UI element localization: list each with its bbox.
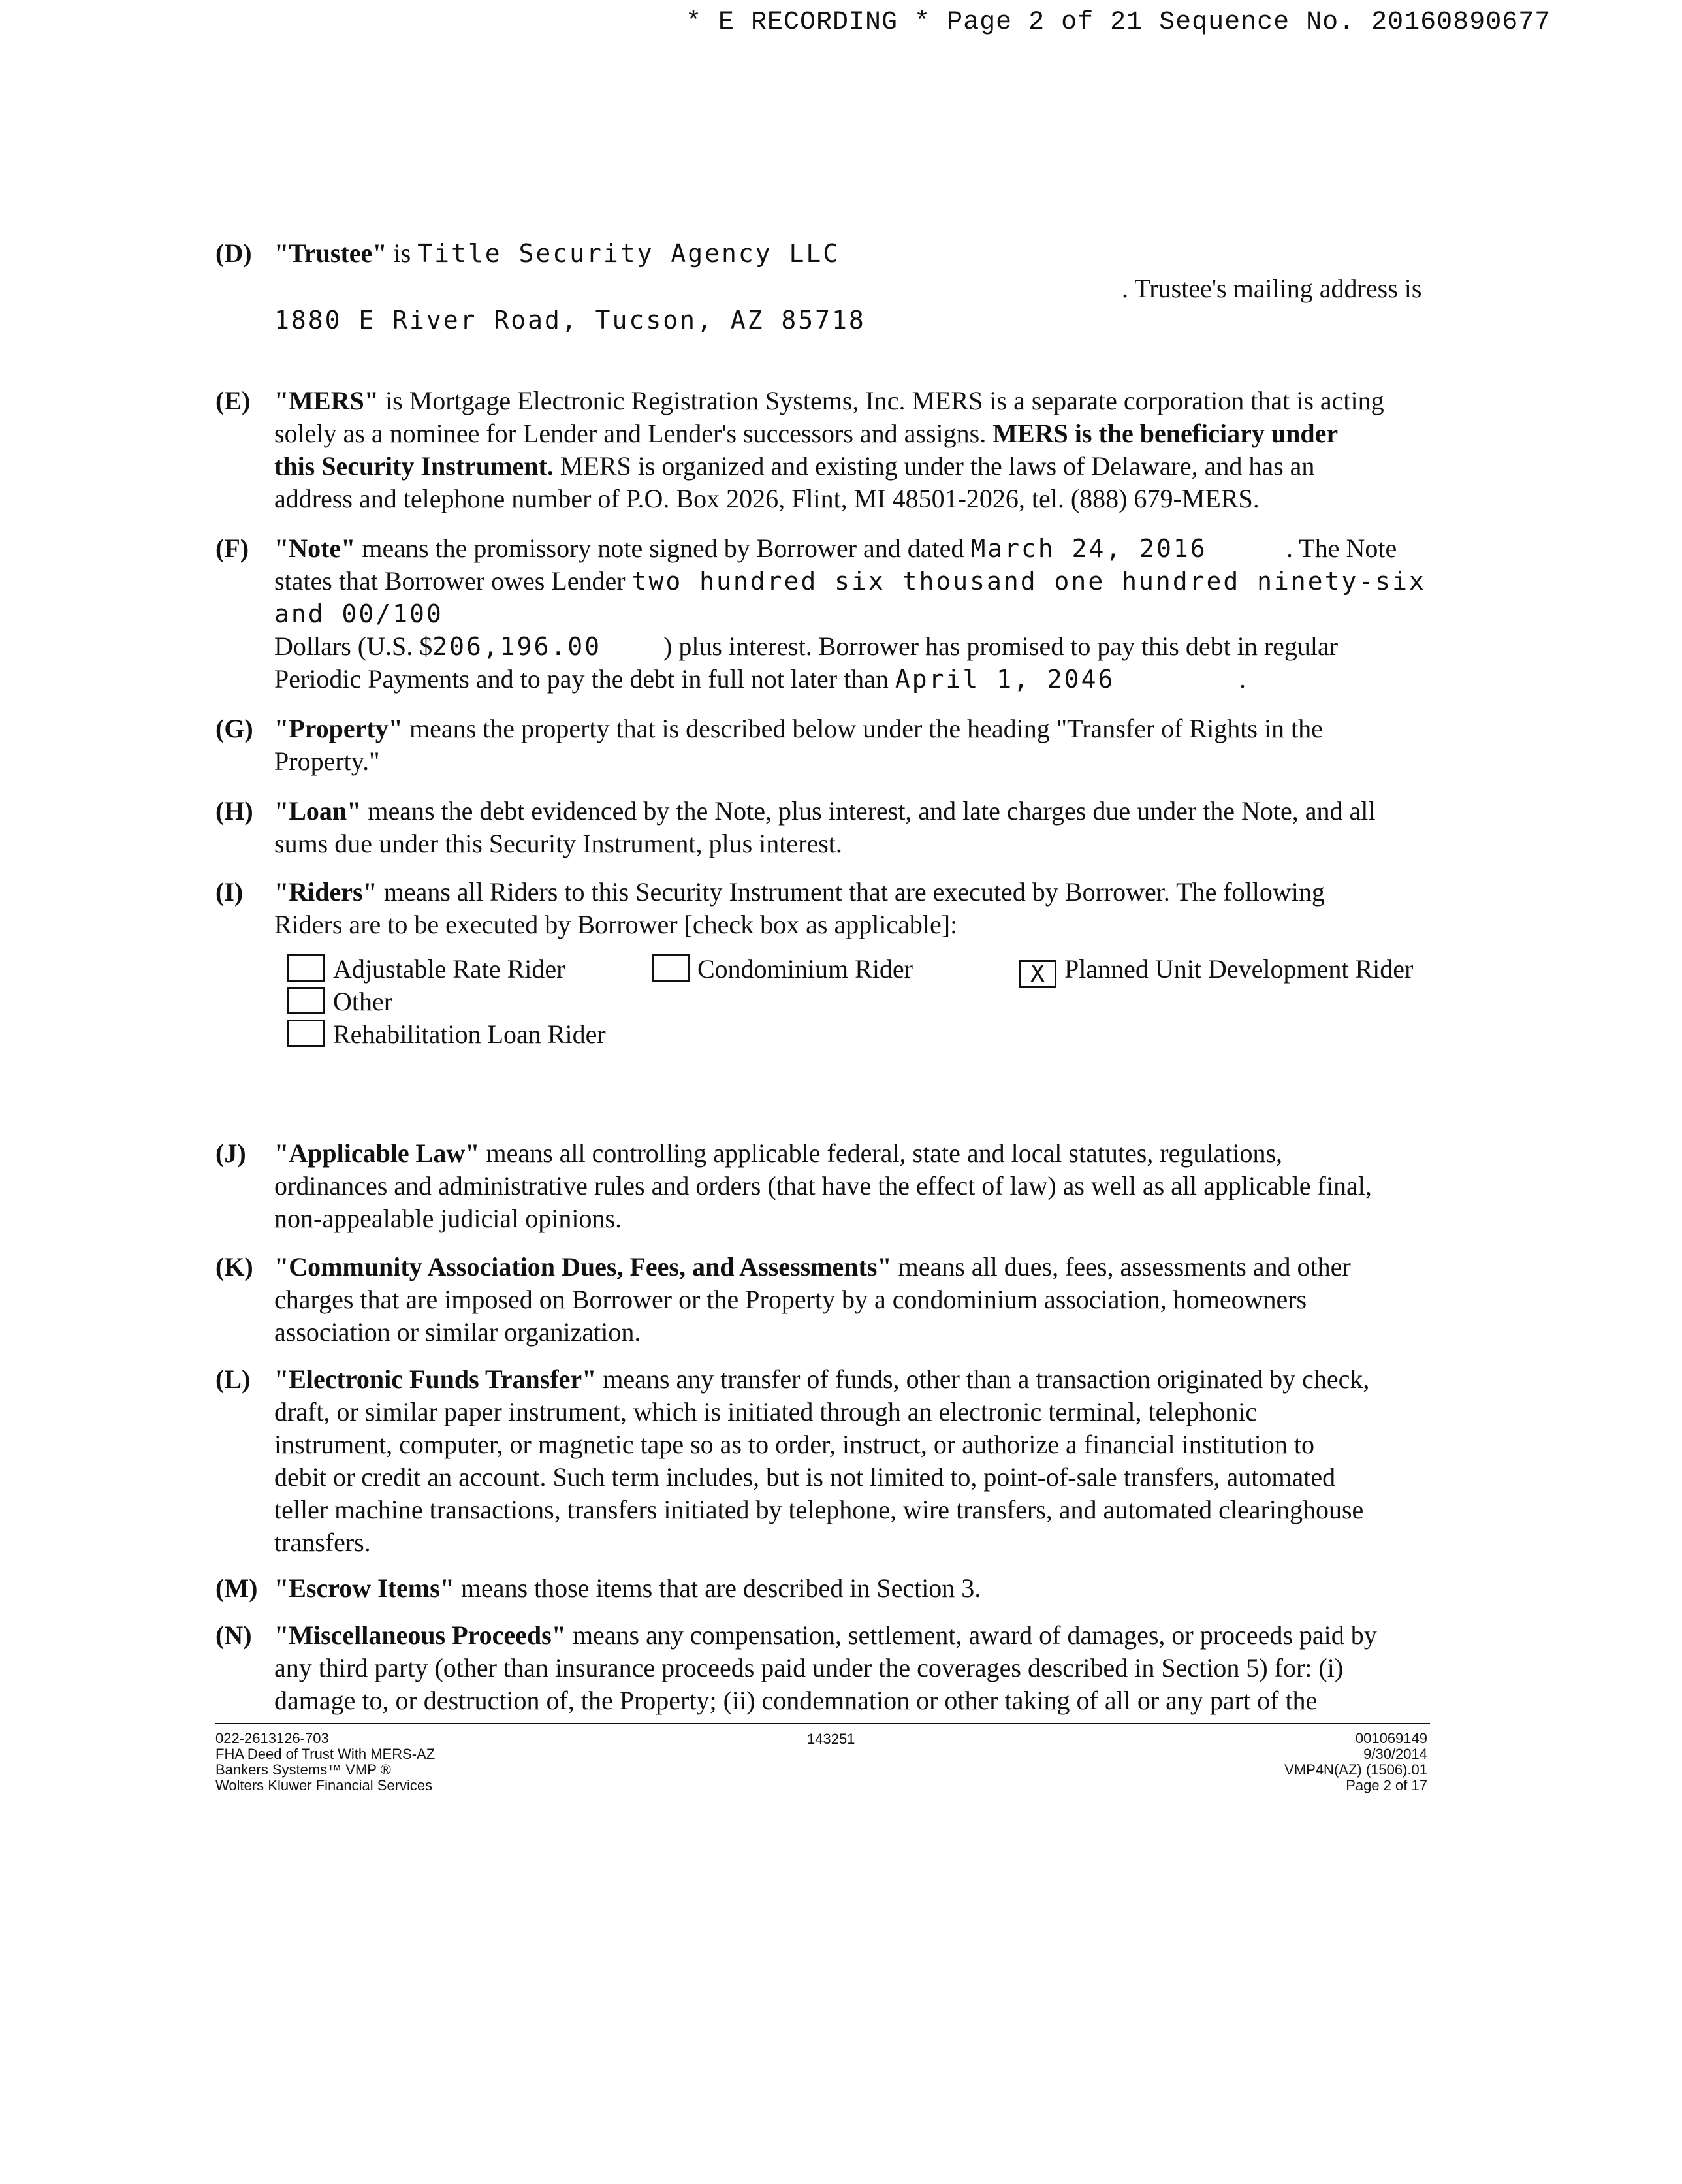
section-letter: (G)	[215, 714, 253, 743]
text-line: address and telephone number of P.O. Box 2026, Flint, MI 48501-2026, tel. (888) 679-MERS.	[274, 484, 1260, 513]
section-letter: (E)	[215, 386, 251, 415]
checkbox[interactable]	[652, 954, 690, 982]
text-line: is Mortgage Electronic Registration Systems, Inc. MERS is a separate corporation that is acting	[378, 386, 1384, 415]
text-line: teller machine transactions, transfers initiated by telephone, wire transfers, and automated clearinghouse	[274, 1495, 1364, 1524]
text-line: MERS is organized and existing under the laws of Delaware, and has an	[553, 451, 1315, 481]
rider-condominium[interactable]	[652, 952, 913, 986]
text-line: charges that are imposed on Borrower or the Property by a condominium association, homeowners	[274, 1285, 1307, 1314]
text-line: damage to, or destruction of, the Property; (ii) condemnation or other taking of all or any part of the	[274, 1686, 1318, 1715]
form-code: VMP4N(AZ) (1506).01	[1284, 1761, 1427, 1778]
text-line: solely as a nominee for Lender and Lender's successors and assigns.	[274, 419, 993, 448]
rider-label: Adjustable Rate Rider	[333, 954, 565, 984]
text-line: instrument, computer, or magnetic tape so as to order, instruct, or authorize a financial institution to	[274, 1430, 1315, 1459]
footer-divider	[215, 1723, 1430, 1724]
text-line: ) plus interest. Borrower has promised to pay this debt in regular	[663, 632, 1339, 661]
rider-planned-unit-development[interactable]	[1019, 952, 1413, 988]
maturity-date: April 1, 2046	[895, 665, 1115, 694]
text-is: is	[393, 238, 411, 268]
section-letter: (H)	[215, 796, 253, 826]
text-line: debit or credit an account. Such term includes, but is not limited to, point-of-sale transfers, automated	[274, 1462, 1336, 1492]
text-line: Riders are to be executed by Borrower [check box as applicable]:	[274, 910, 958, 939]
text-line: means any compensation, settlement, award of damages, or proceeds paid by	[565, 1620, 1377, 1650]
footer-left	[215, 1731, 435, 1793]
document-number: 001069149	[1355, 1730, 1427, 1746]
section-g-property	[215, 712, 1443, 784]
amount-words-continued: and 00/100	[274, 600, 443, 628]
checkbox[interactable]	[287, 954, 325, 982]
section-d-trustee	[215, 236, 1443, 341]
text-line: means the property that is described below under the heading "Transfer of Rights in the	[402, 714, 1323, 743]
text-line: means all Riders to this Security Instrument that are executed by Borrower. The following	[377, 877, 1325, 907]
footer-right	[1284, 1731, 1427, 1793]
text-line: means any transfer of funds, other than a transaction originated by check,	[596, 1364, 1370, 1394]
checkbox[interactable]	[287, 987, 325, 1014]
section-letter: (I)	[215, 877, 244, 907]
note-date: March 24, 2016	[970, 534, 1207, 563]
defined-term: "Miscellaneous Proceeds"	[274, 1620, 566, 1650]
form-title: FHA Deed of Trust With MERS-AZ	[215, 1746, 436, 1762]
section-h-loan	[215, 794, 1443, 866]
section-k-community-association	[215, 1250, 1443, 1355]
recording-header: * E RECORDING * Page 2 of 21 Sequence No. 20160890677	[686, 8, 1551, 37]
rider-label: Rehabilitation Loan Rider	[333, 1020, 606, 1049]
defined-term: "Trustee"	[274, 238, 387, 268]
defined-term: "MERS"	[274, 386, 379, 415]
bold-text: this Security Instrument.	[274, 451, 554, 481]
defined-term: "Riders"	[274, 877, 377, 907]
section-letter: (M)	[215, 1573, 258, 1603]
text-line: transfers.	[274, 1528, 371, 1557]
section-n-miscellaneous-proceeds	[215, 1618, 1443, 1723]
text-line: non-appealable judicial opinions.	[274, 1204, 622, 1233]
section-letter: (L)	[215, 1364, 251, 1394]
form-date: 9/30/2014	[1363, 1746, 1427, 1762]
trustee-address: 1880 E River Road, Tucson, AZ 85718	[274, 306, 866, 334]
text-line: any third party (other than insurance proceeds paid under the coverages described in Section 5) for: (i)	[274, 1653, 1344, 1682]
defined-term: "Escrow Items"	[274, 1573, 454, 1603]
text-line: means the promissory note signed by Borrower and dated	[355, 534, 964, 563]
rider-label: Other	[333, 987, 393, 1016]
text-line: means those items that are described in Section 3.	[454, 1573, 981, 1603]
text-line: means the debt evidenced by the Note, plus interest, and late charges due under the Note, and all	[361, 796, 1376, 826]
defined-term: "Electronic Funds Transfer"	[274, 1364, 597, 1394]
defined-term: "Note"	[274, 534, 356, 563]
rider-adjustable-rate[interactable]	[287, 952, 565, 986]
section-body	[274, 236, 1436, 270]
form-page-number: Page 2 of 17	[1346, 1777, 1427, 1793]
section-letter: (N)	[215, 1620, 252, 1650]
text-line: ordinances and administrative rules and orders (that have the effect of law) as well as all applicable final,	[274, 1171, 1372, 1200]
section-l-electronic-funds-transfer	[215, 1362, 1443, 1565]
checkbox[interactable]	[287, 1020, 325, 1047]
loan-number: 022-2613126-703	[215, 1730, 329, 1746]
text-line: association or similar organization.	[274, 1317, 641, 1347]
amount-words: two hundred six thousand one hundred ninety-six	[631, 567, 1426, 596]
defined-term: "Community Association Dues, Fees, and Assessments"	[274, 1252, 892, 1281]
section-j-applicable-law	[215, 1136, 1443, 1241]
vendor-line: Bankers Systems™ VMP ®	[215, 1761, 391, 1778]
rider-rehabilitation-loan[interactable]	[287, 1018, 606, 1052]
text-line: Property."	[274, 747, 380, 776]
trustee-mailing-text: . Trustee's mailing address is	[1122, 274, 1422, 303]
text-line: sums due under this Security Instrument, plus interest.	[274, 829, 842, 858]
rider-label: Planned Unit Development Rider	[1064, 954, 1414, 984]
publisher-line: Wolters Kluwer Financial Services	[215, 1777, 433, 1793]
section-letter: (K)	[215, 1252, 253, 1281]
amount-number: 206,196.00	[432, 632, 601, 661]
text-line: . The Note	[1286, 534, 1397, 563]
footer-center-code: 143251	[807, 1731, 855, 1747]
checkbox-checked[interactable]: X	[1019, 960, 1056, 988]
text-line: means all dues, fees, assessments and other	[891, 1252, 1351, 1281]
section-i-riders	[215, 875, 1443, 1058]
section-letter: (F)	[215, 534, 249, 563]
defined-term: "Applicable Law"	[274, 1138, 480, 1168]
text-line: states that Borrower owes Lender	[274, 566, 626, 596]
defined-term: "Loan"	[274, 796, 362, 826]
rider-label: Condominium Rider	[697, 954, 913, 984]
text-line: Dollars (U.S. $	[274, 632, 433, 661]
bold-text: MERS is the beneficiary under	[992, 419, 1339, 448]
text-line: .	[1239, 664, 1246, 694]
section-m-escrow-items	[215, 1571, 1443, 1611]
defined-term: "Property"	[274, 714, 403, 743]
text-line: draft, or similar paper instrument, which is initiated through an electronic terminal, telephonic	[274, 1397, 1258, 1426]
trustee-name: Title Security Agency LLC	[417, 239, 840, 268]
section-e-mers	[215, 384, 1443, 521]
text-line: means all controlling applicable federal, state and local statutes, regulations,	[479, 1138, 1283, 1168]
rider-other[interactable]	[287, 985, 392, 1019]
section-f-note	[215, 532, 1443, 701]
text-line: Periodic Payments and to pay the debt in full not later than	[274, 664, 889, 694]
section-letter: (J)	[215, 1138, 246, 1168]
section-letter: (D)	[215, 238, 252, 268]
